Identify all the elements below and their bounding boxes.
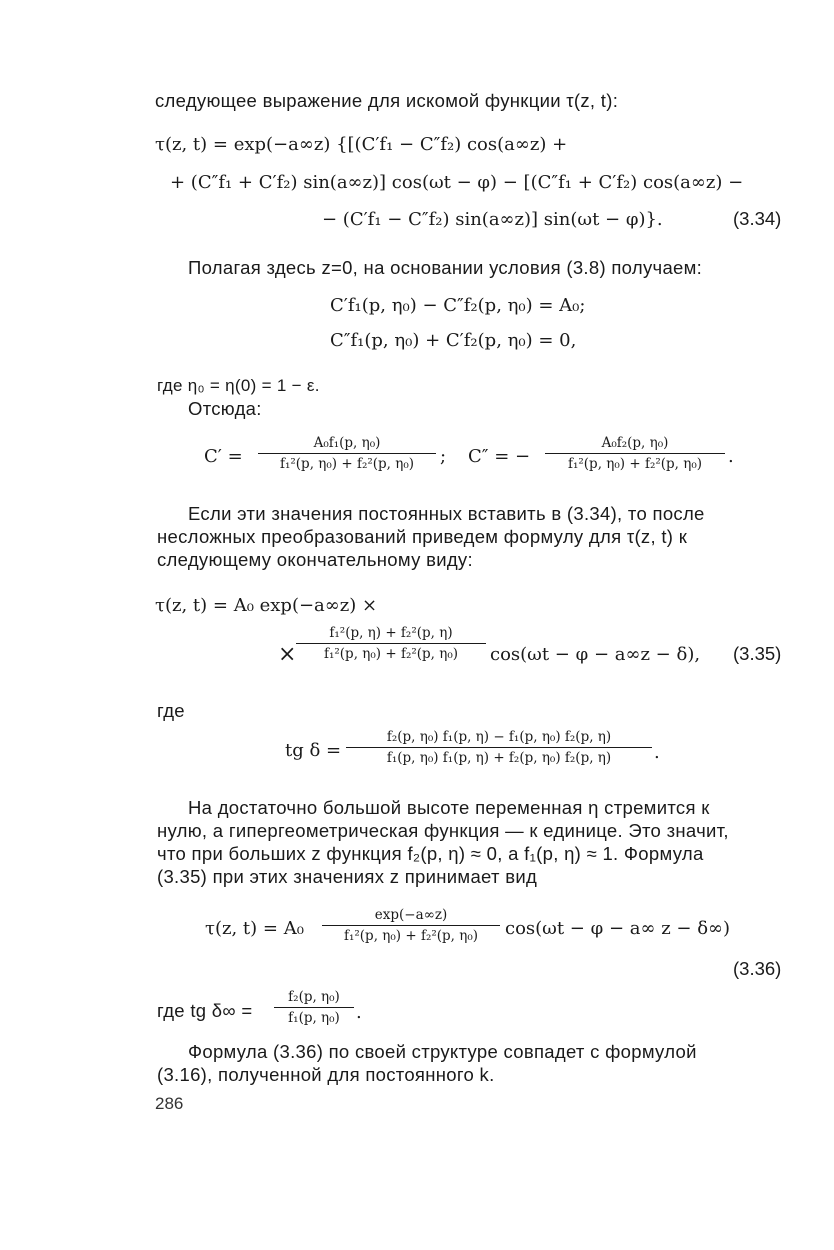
para4-line1: Формула (3.36) по своей структуре совпадет с формулой [188, 1041, 697, 1062]
eq336-lhs: τ(z, t) = A₀ [205, 918, 304, 939]
tgdelta-end: . [654, 742, 660, 763]
where-eta: где η₀ = η(0) = 1 − ε. [157, 376, 320, 395]
hence-label: Отсюда: [188, 398, 262, 419]
c-double-fraction [545, 434, 725, 473]
para3-line2: нулю, а гипергеометрическая функция — к единице. Это значит, [157, 820, 729, 841]
tgdelta-inf-fraction [274, 988, 354, 1027]
eq335-line1: τ(z, t) = A₀ exp(−a∞z) × [155, 595, 378, 616]
c-prime-separator: ; [440, 446, 447, 467]
fraction-bar [274, 1007, 354, 1008]
where-label-1: где [157, 700, 185, 721]
para2-line1: Если эти значения постоянных вставить в (3.34), то после [188, 503, 705, 524]
condition-line1: C′f₁(p, η₀) − C″f₂(p, η₀) = A₀; [330, 295, 586, 316]
fraction-bar [258, 453, 436, 454]
fraction-bar [545, 453, 725, 454]
eq336-fraction [322, 906, 500, 945]
eq335-tail: cos(ωt − φ − a∞z − δ), [490, 644, 701, 665]
tgdelta-lhs: tg δ = [285, 740, 342, 761]
page-number: 286 [155, 1094, 184, 1113]
eq334-line1: τ(z, t) = exp(−a∞z) {[(C′f₁ − C″f₂) cos(a∞z) + [155, 134, 568, 155]
tgdelta-inf-numerator: f₂(p, η₀) [288, 989, 340, 1005]
tgdelta-fraction [346, 728, 652, 767]
eq334-number: (3.34) [733, 208, 782, 229]
c-prime-fraction [258, 434, 436, 473]
c-double-denominator: f₁²(p, η₀) + f₂²(p, η₀) [567, 456, 703, 472]
c-prime-numerator: A₀f₁(p, η₀) [313, 435, 381, 451]
c-prime-denominator: f₁²(p, η₀) + f₂²(p, η₀) [279, 456, 415, 472]
eq336-denominator: f₁²(p, η₀) + f₂²(p, η₀) [343, 928, 479, 944]
fraction-bar [322, 925, 500, 926]
para2-line3: следующему окончательному виду: [157, 549, 473, 570]
tgdelta-numerator: f₂(p, η₀) f₁(p, η) − f₁(p, η₀) f₂(p, η) [386, 729, 612, 745]
c-double-end: . [728, 446, 734, 467]
eq335-times: × [278, 642, 297, 667]
condition-line2: C″f₁(p, η₀) + C′f₂(p, η₀) = 0, [330, 330, 577, 351]
para3-line4: (3.35) при этих значениях z принимает вид [157, 866, 538, 887]
para3-line3: что при больших z функция f₂(p, η) ≈ 0, а f₁(p, η) ≈ 1. Формула [157, 843, 704, 864]
para1: Полагая здесь z=0, на основании условия (3.8) получаем: [188, 257, 703, 278]
fraction-bar [296, 643, 486, 644]
eq334-line2: + (C″f₁ + C′f₂) sin(a∞z)] cos(ωt − φ) − [(C″f₁ + C′f₂) cos(a∞z) − [170, 172, 744, 193]
c-double-numerator: A₀f₂(p, η₀) [601, 435, 669, 451]
eq335-number: (3.35) [733, 643, 782, 664]
c-prime-lhs: C′ = [204, 446, 243, 467]
c-double-lhs: C″ = − [468, 446, 531, 467]
fraction-bar [346, 747, 652, 748]
eq336-numerator: exp(−a∞z) [374, 907, 448, 923]
para3-line1: На достаточно большой высоте переменная η стремится к [188, 797, 710, 818]
eq335-numerator: f₁²(p, η) + f₂²(p, η) [329, 625, 453, 641]
eq336-number: (3.36) [733, 958, 782, 979]
eq335-fraction [296, 624, 486, 663]
eq335-denominator: f₁²(p, η₀) + f₂²(p, η₀) [323, 646, 459, 662]
para4-line2: (3.16), полученной для постоянного k. [157, 1064, 495, 1085]
para2-line2: несложных преобразований приведем формулу для τ(z, t) к [157, 526, 688, 547]
tgdelta-denominator: f₁(p, η₀) f₁(p, η) + f₂(p, η₀) f₂(p, η) [386, 750, 612, 766]
tgdelta-inf-denominator: f₁(p, η₀) [288, 1010, 340, 1026]
eq334-line3: − (C′f₁ − C″f₂) sin(a∞z)] sin(ωt − φ)}. [322, 209, 663, 230]
where-label-2: где tg δ∞ = [157, 1000, 253, 1021]
intro-line: следующее выражение для искомой функции τ(z, t): [155, 90, 619, 111]
tgdelta-inf-end: . [356, 1002, 362, 1023]
eq336-tail: cos(ωt − φ − a∞ z − δ∞) [505, 918, 731, 939]
